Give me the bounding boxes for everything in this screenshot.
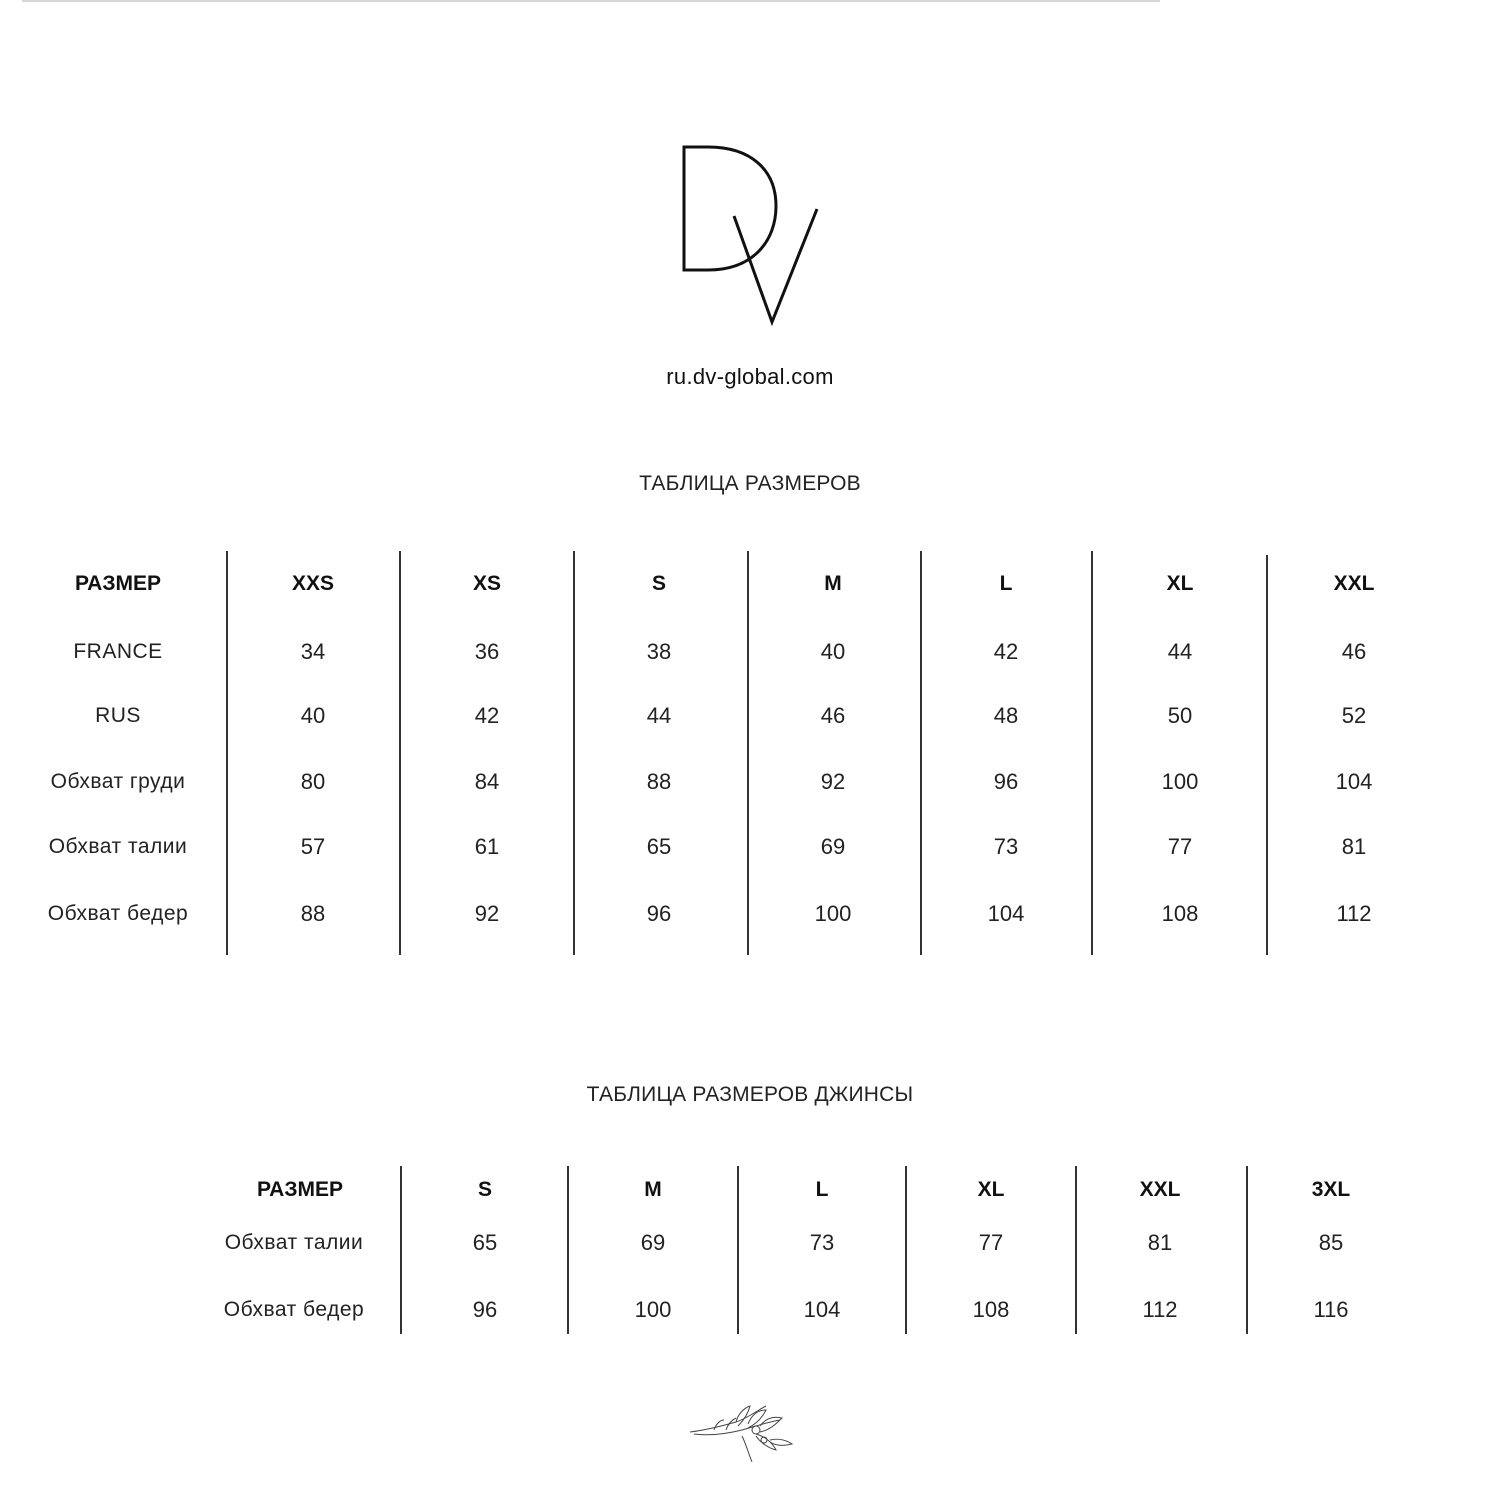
table-cell: 69 [820, 834, 846, 859]
table-cell: 96 [993, 769, 1019, 794]
table-cell: 65 [472, 1230, 498, 1255]
size-header-cell: S [651, 572, 667, 595]
table-cell: 52 [1341, 703, 1367, 728]
table-cell: 100 [634, 1297, 672, 1322]
size-header-cell: XXS [291, 572, 335, 595]
column-divider [573, 551, 575, 955]
table-cell: 73 [809, 1230, 835, 1255]
table-cell: 96 [472, 1297, 498, 1322]
top-divider [22, 0, 1160, 2]
table-cell: 104 [1335, 769, 1373, 794]
size-header-cell: S [477, 1178, 493, 1201]
table-cell: 92 [474, 901, 500, 926]
size-header-cell: XL [977, 1178, 1005, 1201]
website-url: ru.dv-global.com [666, 364, 834, 389]
table-cell: 108 [972, 1297, 1010, 1322]
table-cell: 80 [300, 769, 326, 794]
column-divider [1246, 1166, 1248, 1334]
size-header-cell: XS [472, 572, 502, 595]
table-cell: 100 [1161, 769, 1199, 794]
table-cell: 81 [1341, 834, 1367, 859]
table-cell: 34 [300, 639, 326, 664]
table-cell: 46 [1341, 639, 1367, 664]
table-cell: 77 [1167, 834, 1193, 859]
logo-letter-d [684, 147, 776, 270]
table-cell: 42 [993, 639, 1019, 664]
column-divider [226, 551, 228, 955]
row-label: Обхват талии [48, 835, 188, 858]
table-cell: 36 [474, 639, 500, 664]
size-header-cell: XL [1166, 572, 1194, 595]
table-cell: 57 [300, 834, 326, 859]
table-cell: 77 [978, 1230, 1004, 1255]
size-header-cell: M [824, 572, 842, 595]
table-cell: 84 [474, 769, 500, 794]
size-header-cell: L [999, 572, 1013, 595]
column-divider [905, 1166, 907, 1334]
size-header-cell: XXL [1139, 1178, 1181, 1201]
table-cell: 88 [300, 901, 326, 926]
column-divider [737, 1166, 739, 1334]
table-cell: 108 [1161, 901, 1199, 926]
column-divider [567, 1166, 569, 1334]
table-cell: 69 [640, 1230, 666, 1255]
jeans-table-title: ТАБЛИЦА РАЗМЕРОВ ДЖИНСЫ [586, 1083, 914, 1106]
table-cell: 85 [1318, 1230, 1344, 1255]
table-cell: 40 [820, 639, 846, 664]
dv-logo [676, 140, 826, 330]
table-cell: 44 [646, 703, 672, 728]
column-divider [1266, 555, 1268, 955]
table-cell: 38 [646, 639, 672, 664]
table-cell: 104 [987, 901, 1025, 926]
size-header-cell: L [815, 1178, 829, 1201]
size-table-title: ТАБЛИЦА РАЗМЕРОВ [639, 472, 861, 495]
column-divider [1091, 551, 1093, 955]
row-label: FRANCE [73, 640, 163, 663]
table-cell: 44 [1167, 639, 1193, 664]
column-divider [747, 551, 749, 955]
header-label: РАЗМЕР [257, 1178, 343, 1201]
table-cell: 92 [820, 769, 846, 794]
header-label: РАЗМЕР [75, 572, 161, 595]
table-cell: 42 [474, 703, 500, 728]
table-cell: 73 [993, 834, 1019, 859]
row-label: Обхват талии [224, 1231, 364, 1254]
column-divider [399, 551, 401, 955]
size-header-cell: 3XL [1311, 1178, 1351, 1201]
table-cell: 100 [814, 901, 852, 926]
floral-ornament-icon [686, 1400, 798, 1470]
table-cell: 96 [646, 901, 672, 926]
row-label: Обхват груди [50, 770, 186, 793]
column-divider [400, 1166, 402, 1334]
table-cell: 81 [1147, 1230, 1173, 1255]
size-header-cell: M [644, 1178, 662, 1201]
size-header-cell: XXL [1333, 572, 1375, 595]
row-label: Обхват бедер [47, 902, 189, 925]
column-divider [1075, 1166, 1077, 1334]
table-cell: 112 [1142, 1297, 1178, 1322]
table-cell: 50 [1167, 703, 1193, 728]
table-cell: 48 [993, 703, 1019, 728]
column-divider [920, 551, 922, 955]
table-cell: 61 [474, 834, 500, 859]
table-cell: 112 [1336, 901, 1372, 926]
row-label: RUS [95, 704, 141, 727]
logo-letter-v [734, 209, 817, 322]
table-cell: 104 [803, 1297, 841, 1322]
table-cell: 46 [820, 703, 846, 728]
table-cell: 40 [300, 703, 326, 728]
table-cell: 116 [1313, 1297, 1349, 1322]
table-cell: 88 [646, 769, 672, 794]
row-label: Обхват бедер [223, 1298, 365, 1321]
table-cell: 65 [646, 834, 672, 859]
